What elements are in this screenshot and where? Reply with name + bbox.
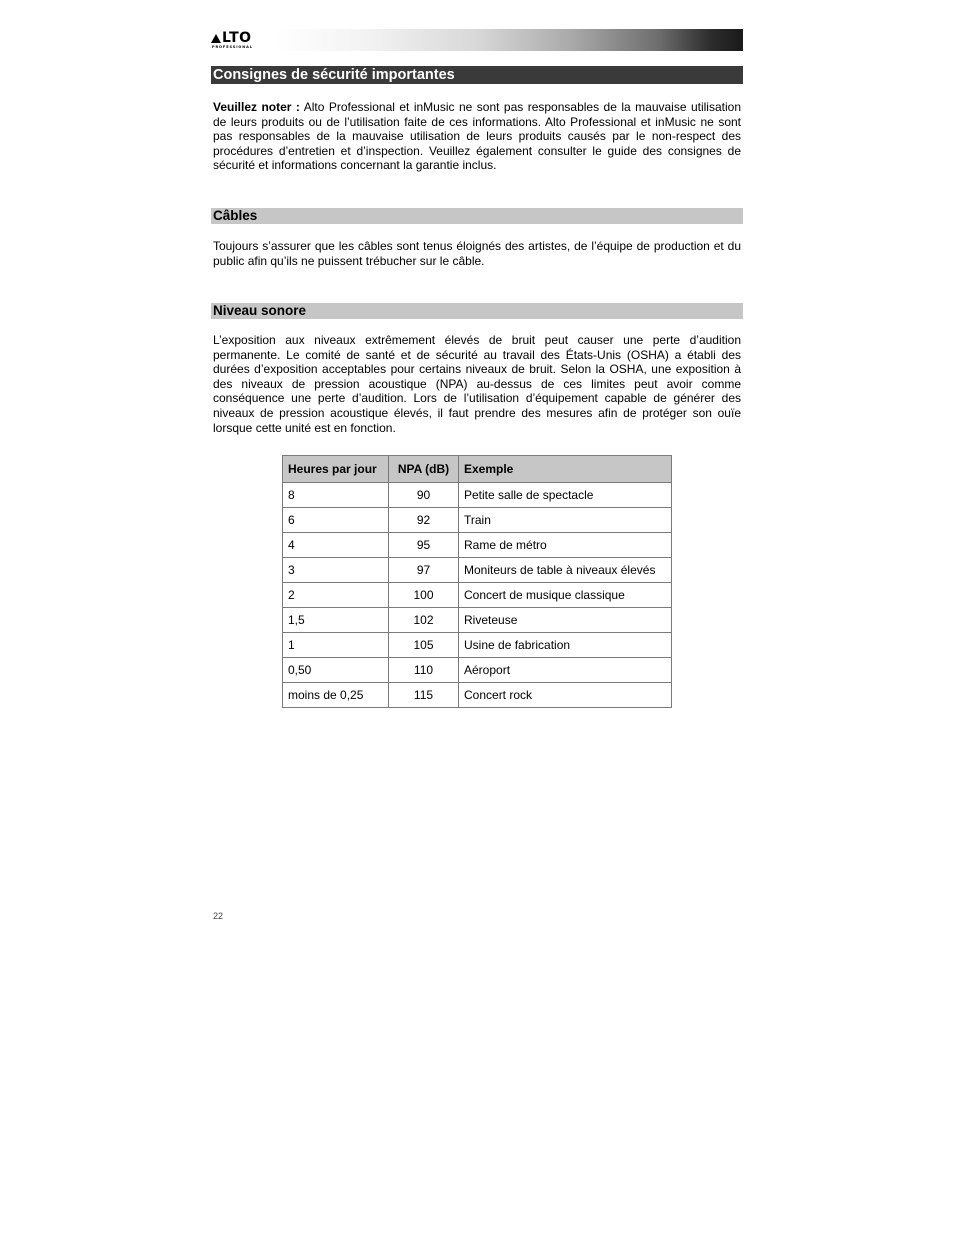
header-bar [211, 29, 743, 51]
table-row [283, 683, 672, 708]
cell-hours: 2 [283, 583, 389, 608]
cell-example: Riveteuse [459, 608, 672, 633]
table-row [283, 608, 672, 633]
table-header-row [283, 456, 672, 483]
cell-example: Train [459, 508, 672, 533]
cell-example: Moniteurs de table à niveaux élevés [459, 558, 672, 583]
cell-npa: 105 [389, 633, 459, 658]
table-row [283, 658, 672, 683]
section-title-cables: Câbles [211, 208, 743, 224]
sound-paragraph: L’exposition aux niveaux extrêmement élevés de bruit peut causer une perte d’audition permanente. Le comité de santé et de sécurité au travail des États-Unis (OSHA) a établi des durées d’exposition acceptables pour certains niveaux de bruit. Selon la OSHA, une exposition à des niveaux de pression acoustique (NPA) au-dessus de ces limites peut avoir comme conséquence une perte d’audition. Lors de l’utilisation d’équipement capable de générer des niveaux de pression acoustique élevés, il faut prendre des mesures afin de protéger son ouïe lorsque cette unité est en fonction. [213, 333, 741, 435]
cell-hours: 4 [283, 533, 389, 558]
cell-hours: 8 [283, 483, 389, 508]
table-row [283, 633, 672, 658]
logo-a-triangle-icon [211, 34, 221, 43]
page-number: 22 [213, 911, 224, 921]
header-hours: Heures par jour [283, 456, 389, 483]
note-label: Veuillez noter : [213, 100, 300, 114]
header-npa: NPA (dB) [389, 456, 459, 483]
cell-hours: 3 [283, 558, 389, 583]
cell-hours: 1 [283, 633, 389, 658]
cables-paragraph: Toujours s’assurer que les câbles sont tenus éloignés des artistes, de l’équipe de production et du public afin qu’ils ne puissent trébucher sur le câble. [213, 239, 741, 268]
cell-npa: 110 [389, 658, 459, 683]
cell-hours: moins de 0,25 [283, 683, 389, 708]
logo-subtitle: PROFESSIONAL [212, 45, 253, 49]
cell-npa: 97 [389, 558, 459, 583]
cell-npa: 115 [389, 683, 459, 708]
note-text: Alto Professional et inMusic ne sont pas responsables de la mauvaise utilisation de leurs produits ou de l’utilisation faite de ces informations. Alto Professional et inMusic ne sont pas responsables de la mauvaise utilisation de leurs produits causés par le non-respect des procédures d’entretien et d’inspection. Veuillez également consulter le guide des consignes de sécurité et informations concernant la garantie inclus. [213, 100, 741, 173]
cell-hours: 6 [283, 508, 389, 533]
cell-hours: 0,50 [283, 658, 389, 683]
table-row [283, 508, 672, 533]
cell-example: Rame de métro [459, 533, 672, 558]
cell-npa: 95 [389, 533, 459, 558]
safety-paragraph [213, 100, 741, 173]
cell-npa: 92 [389, 508, 459, 533]
section-title-safety: Consignes de sécurité importantes [211, 66, 743, 84]
table-row [283, 483, 672, 508]
cell-npa: 100 [389, 583, 459, 608]
cell-npa: 102 [389, 608, 459, 633]
table-row [283, 533, 672, 558]
cell-example: Usine de fabrication [459, 633, 672, 658]
cell-example: Concert de musique classique [459, 583, 672, 608]
cell-example: Concert rock [459, 683, 672, 708]
alto-logo [211, 31, 263, 49]
header-example: Exemple [459, 456, 672, 483]
cell-example: Petite salle de spectacle [459, 483, 672, 508]
cell-hours: 1,5 [283, 608, 389, 633]
noise-exposure-table [282, 455, 672, 708]
cell-npa: 90 [389, 483, 459, 508]
cell-example: Aéroport [459, 658, 672, 683]
logo-text: LTO [222, 30, 252, 46]
table-row [283, 558, 672, 583]
section-title-sound: Niveau sonore [211, 303, 743, 319]
table-row [283, 583, 672, 608]
